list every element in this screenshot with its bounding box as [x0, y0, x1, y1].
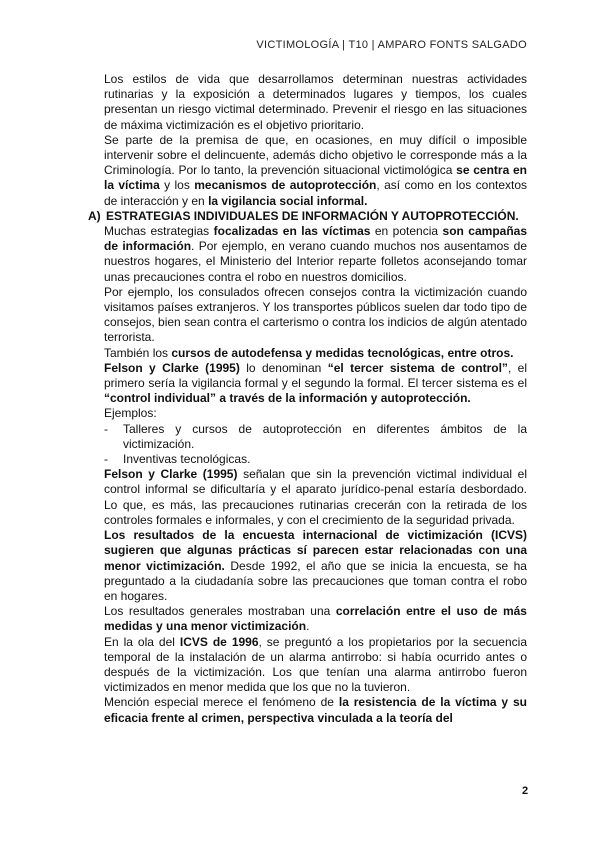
document-body — [0, 72, 599, 726]
text-span: Muchas estrategias — [104, 224, 214, 239]
text-span: , así como en los contextos de interacción y en — [104, 178, 528, 208]
bold-text: Felson y Clarke (1995) — [104, 467, 238, 482]
list-item — [104, 422, 527, 452]
text-span: Mención especial merece el fenómeno de — [104, 695, 339, 710]
list-item-text: Talleres y cursos de autoprotección en diferentes ámbitos de la victimización. — [123, 421, 527, 451]
text-span: Los resultados generales mostraban una — [104, 604, 336, 619]
bold-text: “control individual” a través de la información y autoprotección. — [104, 391, 471, 406]
list-item — [104, 452, 527, 467]
text-span: en potencia — [370, 224, 443, 239]
heading-text: ESTRATEGIAS INDIVIDUALES DE INFORMACIÓN Y AUTOPROTECCIÓN. — [106, 208, 519, 223]
bold-text: “el tercer sistema de control” — [327, 360, 508, 375]
bold-text: cursos de autodefensa y medidas tecnológicas, entre otros. — [171, 345, 514, 360]
bold-text: mecanismos de autoprotección — [194, 178, 377, 193]
heading-marker: A) — [88, 208, 101, 223]
list-item-text: Inventivas tecnológicas. — [123, 452, 251, 467]
paragraph-campaigns — [104, 224, 527, 285]
bold-text: la resistencia de la víctima y su eficacia frente al crimen, perspectiva vinculada a la teoría del — [104, 695, 528, 725]
paragraph-premise — [104, 133, 527, 209]
bullet-dash: - — [104, 421, 108, 436]
paragraph-third-system — [104, 361, 527, 407]
bullet-dash: - — [104, 452, 108, 467]
bold-text: focalizadas en las víctimas — [213, 224, 371, 239]
text-span: Desde 1992, el año que se inicia la encuesta, se ha preguntado a la ciudadanía sobre las precauciones que toman contra el robo en hogares. — [104, 558, 527, 603]
paragraph-lifestyles: Los estilos de vida que desarrollamos determinan nuestras actividades rutinarias y la exposición a determinados lugares y tiempos, los cuales presentan un riesgo victimal determinado. Prevenir el riesgo en las situaciones de máxima victimización es el objetivo prioritario. — [104, 72, 527, 132]
paragraph-felson-clarke — [104, 467, 527, 528]
text-span: y los — [159, 178, 195, 193]
text-span: Se parte de la premisa de que, en ocasiones, en muy difícil o imposible intervenir sobre el delincuente, además dicho objetivo le corresponde más a la Criminología. Por lo tanto, la prevención situacional victimológica — [104, 132, 527, 178]
text-span: En la ola del — [104, 634, 180, 649]
paragraph-victim-resistance — [104, 695, 527, 725]
text-span: lo denominan — [239, 360, 328, 375]
text-span: . Por ejemplo, en verano cuando muchos nos ausentamos de nuestros hogares, el Ministerio del Interior reparte folletos aconsejando tomar unas precauciones contra el robo en nuestros domicilios. — [104, 239, 527, 284]
text-span: . — [306, 619, 310, 634]
bold-text: son campañas de información — [104, 224, 528, 254]
paragraph-examples-label: Ejemplos: — [104, 406, 157, 421]
bold-text: la vigilancia social informal. — [208, 193, 368, 208]
paragraph-consulates: Por ejemplo, los consulados ofrecen consejos contra la victimización cuando visitamos países extranjeros. Y los transportes públicos suelen dar todo tipo de consejos, bien sean contra el carterismo o contra los indicios de algún atentado terrorista. — [104, 284, 527, 345]
paragraph-icvs-results — [104, 528, 527, 604]
bold-text: ICVS de 1996 — [179, 634, 259, 649]
section-heading — [88, 209, 528, 224]
page-header: VICTIMOLOGÍA | T10 | AMPARO FONTS SALGADO — [256, 39, 527, 51]
text-span: También los — [104, 345, 172, 360]
bold-text: se centra en la víctima — [104, 163, 527, 193]
paragraph-courses — [104, 346, 527, 361]
text-span: señalan que sin la prevención victimal individual el control informal se dificultaría y el aparato jurídico-penal estaría desbordado. Lo que, es más, las precauciones rutinarias crecerán con la retirada de los controles formales e informales, y con el crecimiento de la seguridad privada. — [104, 467, 527, 527]
bold-text: correlación entre el uso de más medidas y una menor victimización — [104, 604, 527, 634]
bold-text: Los resultados de la encuesta internacional de victimización (ICVS) sugieren que algunas prácticas sí parecen estar relacionadas con una menor victimización. — [104, 528, 527, 573]
paragraph-icvs-1996 — [104, 635, 527, 696]
bold-text: Felson y Clarke (1995) — [104, 360, 240, 375]
text-span: , el primero sería la vigilancia formal y el segundo la formal. El tercer sistema es el — [104, 360, 527, 391]
text-span: , se preguntó a los propietarios por la secuencia temporal de la instalación de un alarma antirrobo: si había ocurrido antes o después de la victimización. Los que tenían una alarma antirrobo fueron victimizados en menor medida que los que no la tuvieron. — [104, 634, 527, 695]
paragraph-general-results — [104, 604, 527, 634]
page-number: 2 — [522, 785, 529, 797]
